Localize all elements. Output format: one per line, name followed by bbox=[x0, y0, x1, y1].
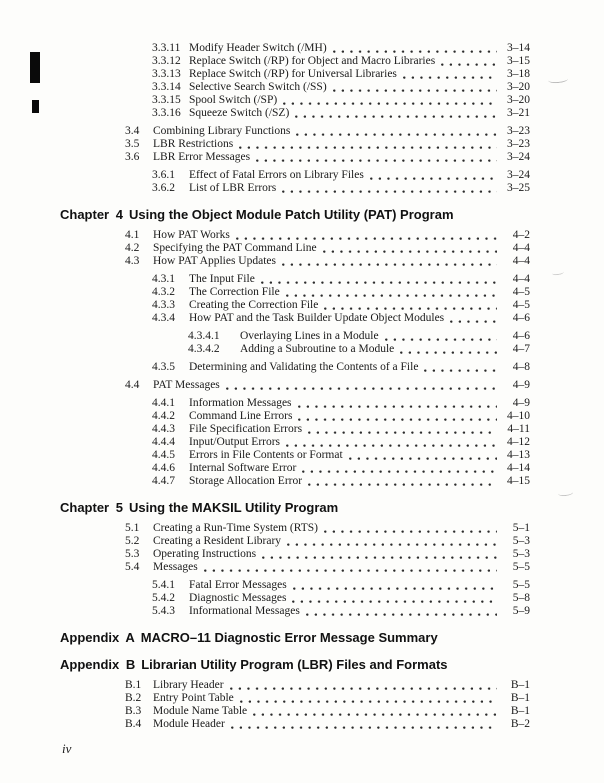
dot-leader bbox=[370, 176, 497, 180]
toc-entry-number: 4.1 bbox=[125, 229, 140, 241]
toc-entry-number: 4.4.7 bbox=[152, 475, 175, 487]
toc-entry-title: Messages bbox=[153, 561, 198, 573]
toc-entry-page: B–1 bbox=[510, 679, 530, 691]
toc-entry-number: B.4 bbox=[125, 718, 142, 730]
dot-leader bbox=[306, 612, 497, 616]
toc-entry-title: Fatal Error Messages bbox=[189, 579, 287, 591]
toc-entry-block bbox=[60, 361, 530, 374]
toc-entry-title: Modify Header Switch (/MH) bbox=[189, 42, 327, 54]
toc-entry-title: Selective Search Switch (/SS) bbox=[189, 81, 327, 93]
toc-entry bbox=[60, 692, 530, 705]
toc-entry-title: Overlaying Lines in a Module bbox=[240, 330, 379, 342]
toc-entry-page: 4–5 bbox=[512, 286, 530, 298]
toc-entry-page: 5–5 bbox=[512, 561, 530, 573]
toc-entry bbox=[60, 548, 530, 561]
change-bar-mark bbox=[30, 52, 40, 83]
toc-entry bbox=[60, 151, 530, 164]
dot-leader bbox=[236, 236, 497, 240]
dot-leader bbox=[292, 599, 497, 603]
toc-entry bbox=[60, 361, 530, 374]
dot-leader bbox=[226, 386, 497, 390]
toc-entry-title: Replace Switch (/RP) for Universal Libraries bbox=[189, 68, 397, 80]
toc-entry-title: Operating Instructions bbox=[153, 548, 257, 560]
toc-entry-page: B–2 bbox=[510, 718, 530, 730]
chapter-title: Using the MAKSIL Utility Program bbox=[128, 500, 339, 515]
dot-leader bbox=[333, 88, 497, 92]
toc-entry bbox=[60, 42, 530, 55]
toc-entry-page: 3–20 bbox=[507, 81, 530, 93]
toc-entry-page: 3–25 bbox=[507, 182, 530, 194]
toc-entry bbox=[60, 605, 530, 618]
chapter-label: Appendix B bbox=[60, 657, 136, 672]
toc-entry-number: 5.4.2 bbox=[152, 592, 175, 604]
toc-entry-title: Creating the Correction File bbox=[189, 299, 319, 311]
toc-entry-title: Squeeze Switch (/SZ) bbox=[189, 107, 290, 119]
toc-chapter-heading bbox=[60, 630, 530, 645]
toc-entry-number: 3.3.12 bbox=[152, 55, 181, 67]
toc-entry bbox=[60, 242, 530, 255]
toc-entry-number: 5.2 bbox=[125, 535, 140, 547]
toc-entry bbox=[60, 475, 530, 488]
toc-entry-page: 3–24 bbox=[507, 151, 530, 163]
dot-leader bbox=[450, 319, 497, 323]
toc-entry-title: Replace Switch (/RP) for Object and Macro Libraries bbox=[189, 55, 436, 67]
toc-entry bbox=[60, 81, 530, 94]
toc-entry-number: 4.4.4 bbox=[152, 436, 175, 448]
toc-entry-block bbox=[60, 169, 530, 195]
chapter-title: Librarian Utility Program (LBR) Files and Formats bbox=[141, 657, 448, 672]
toc-entry-number: 5.3 bbox=[125, 548, 140, 560]
dot-leader bbox=[253, 712, 497, 716]
toc-entry-title: Command Line Errors bbox=[189, 410, 293, 422]
dot-leader bbox=[349, 456, 497, 460]
dot-leader bbox=[400, 350, 497, 354]
toc-entry-title: Adding a Subroutine to a Module bbox=[240, 343, 395, 355]
toc-entry bbox=[60, 592, 530, 605]
toc-entry bbox=[60, 299, 530, 312]
dot-leader bbox=[403, 75, 497, 79]
toc-entry-page: 5–1 bbox=[512, 522, 530, 534]
toc-entry-number: 3.4 bbox=[125, 125, 140, 137]
toc-entry-page: 3–23 bbox=[507, 125, 530, 137]
toc-entry-page: 3–15 bbox=[507, 55, 530, 67]
dot-leader bbox=[282, 189, 497, 193]
dot-leader bbox=[261, 280, 497, 284]
toc-entry-number: 4.4.6 bbox=[152, 462, 175, 474]
toc-entry bbox=[60, 379, 530, 392]
toc-entry-page: 4–4 bbox=[512, 255, 530, 267]
toc-entry-number: 3.3.13 bbox=[152, 68, 181, 80]
dot-leader bbox=[256, 158, 497, 162]
dot-leader bbox=[385, 337, 497, 341]
dot-leader bbox=[240, 699, 497, 703]
toc-entry-number: 5.4.1 bbox=[152, 579, 175, 591]
toc-entry-number: 4.3 bbox=[125, 255, 140, 267]
dot-leader bbox=[204, 568, 497, 572]
toc-entry-page: 4–6 bbox=[512, 330, 530, 342]
toc-entry-title: Spool Switch (/SP) bbox=[189, 94, 278, 106]
toc-entry bbox=[60, 397, 530, 410]
toc-entry-number: 3.6.1 bbox=[152, 169, 175, 181]
toc-entry-block bbox=[60, 330, 530, 356]
toc-entry-title: Errors in File Contents or Format bbox=[189, 449, 343, 461]
toc-entry bbox=[60, 94, 530, 107]
toc-entry-number: 4.3.2 bbox=[152, 286, 175, 298]
toc-entry-page: 4–9 bbox=[512, 379, 530, 391]
toc-entry bbox=[60, 182, 530, 195]
dot-leader bbox=[324, 306, 497, 310]
toc-entry-title: Storage Allocation Error bbox=[189, 475, 303, 487]
toc-entry-block bbox=[60, 379, 530, 392]
dot-leader bbox=[308, 482, 497, 486]
toc-entry-number: B.2 bbox=[125, 692, 142, 704]
toc-chapter-heading bbox=[60, 207, 530, 222]
toc-entry-block bbox=[60, 273, 530, 325]
toc-entry-title: Information Messages bbox=[189, 397, 292, 409]
toc-entry bbox=[60, 55, 530, 68]
toc-entry-page: 4–4 bbox=[512, 273, 530, 285]
chapter-label: Chapter 4 bbox=[60, 207, 123, 222]
toc-entry-title: The Correction File bbox=[189, 286, 280, 298]
toc-entry-page: 4–5 bbox=[512, 299, 530, 311]
toc-entry-page: 4–12 bbox=[507, 436, 530, 448]
toc-entry-number: 4.4 bbox=[125, 379, 140, 391]
toc-entry-title: Diagnostic Messages bbox=[189, 592, 287, 604]
toc-entry bbox=[60, 273, 530, 286]
toc-entry-block bbox=[60, 42, 530, 120]
toc-entry-title: How PAT Applies Updates bbox=[153, 255, 276, 267]
toc-entry-title: Entry Point Table bbox=[153, 692, 234, 704]
toc-entry bbox=[60, 330, 530, 343]
toc-entry-title: Informational Messages bbox=[189, 605, 300, 617]
toc-entry-block bbox=[60, 229, 530, 268]
toc-entry-page: 3–21 bbox=[507, 107, 530, 119]
scan-artifact-mark bbox=[548, 75, 569, 84]
toc-entry bbox=[60, 579, 530, 592]
toc-entry-number: 3.5 bbox=[125, 138, 140, 150]
toc-entry-page: 3–24 bbox=[507, 169, 530, 181]
toc-entry-number: 3.3.15 bbox=[152, 94, 181, 106]
chapter-title: MACRO–11 Diagnostic Error Message Summary bbox=[140, 630, 438, 645]
toc-entry-number: 3.3.11 bbox=[152, 42, 181, 54]
dot-leader bbox=[230, 686, 497, 690]
toc-entry-title: Input/Output Errors bbox=[189, 436, 281, 448]
toc-entry-title: PAT Messages bbox=[153, 379, 220, 391]
dot-leader bbox=[324, 529, 497, 533]
toc-entry-title: How PAT and the Task Builder Update Object Modules bbox=[189, 312, 445, 324]
toc-entry bbox=[60, 705, 530, 718]
dot-leader bbox=[308, 430, 497, 434]
toc-entry-number: 4.3.1 bbox=[152, 273, 175, 285]
dot-leader bbox=[293, 586, 497, 590]
scan-artifact-mark bbox=[552, 269, 565, 276]
toc-entry-page: 3–14 bbox=[507, 42, 530, 54]
page-number-footer: iv bbox=[62, 741, 72, 756]
toc bbox=[60, 42, 530, 736]
toc-entry-title: Creating a Resident Library bbox=[153, 535, 282, 547]
dot-leader bbox=[298, 417, 497, 421]
dot-leader bbox=[323, 249, 497, 253]
dot-leader bbox=[287, 542, 497, 546]
toc-entry-page: 4–8 bbox=[512, 361, 530, 373]
toc-entry-number: 5.4.3 bbox=[152, 605, 175, 617]
toc-entry-title: Module Header bbox=[153, 718, 225, 730]
toc-entry bbox=[60, 423, 530, 436]
toc-entry-page: 5–8 bbox=[512, 592, 530, 604]
toc-entry-number: 4.3.4.1 bbox=[188, 330, 220, 342]
chapter-label: Appendix A bbox=[60, 630, 135, 645]
toc-entry-title: Library Header bbox=[153, 679, 224, 691]
toc-entry-number: 5.1 bbox=[125, 522, 140, 534]
toc-entry bbox=[60, 462, 530, 475]
toc-entry-number: 4.2 bbox=[125, 242, 140, 254]
toc-entry-page: 3–18 bbox=[507, 68, 530, 80]
toc-entry-number: 4.4.5 bbox=[152, 449, 175, 461]
toc-entry bbox=[60, 535, 530, 548]
toc-entry-page: 4–9 bbox=[512, 397, 530, 409]
dot-leader bbox=[295, 114, 497, 118]
toc-entry-number: 4.4.2 bbox=[152, 410, 175, 422]
toc-entry-title: File Specification Errors bbox=[189, 423, 303, 435]
toc-entry-page: 5–3 bbox=[512, 535, 530, 547]
chapter-label: Chapter 5 bbox=[60, 500, 123, 515]
toc-entry-title: Combining Library Functions bbox=[153, 125, 291, 137]
dot-leader bbox=[298, 404, 497, 408]
toc-entry-page: 4–2 bbox=[512, 229, 530, 241]
toc-entry-page: 4–13 bbox=[507, 449, 530, 461]
toc-entry-number: 4.4.1 bbox=[152, 397, 175, 409]
toc-entry-title: How PAT Works bbox=[153, 229, 230, 241]
dot-leader bbox=[282, 262, 497, 266]
toc-entry-page: 4–15 bbox=[507, 475, 530, 487]
toc-entry-title: List of LBR Errors bbox=[189, 182, 277, 194]
toc-entry-page: 3–23 bbox=[507, 138, 530, 150]
toc-entry-number: B.3 bbox=[125, 705, 142, 717]
change-bar-mark bbox=[32, 100, 39, 113]
toc-entry bbox=[60, 286, 530, 299]
toc-entry-title: Determining and Validating the Contents of a File bbox=[189, 361, 419, 373]
toc-entry-title: LBR Restrictions bbox=[153, 138, 234, 150]
toc-entry bbox=[60, 229, 530, 242]
toc-entry-number: 3.3.14 bbox=[152, 81, 181, 93]
dot-leader bbox=[333, 49, 497, 53]
toc-entry-number: B.1 bbox=[125, 679, 142, 691]
toc-entry-page: 3–20 bbox=[507, 94, 530, 106]
toc-entry bbox=[60, 522, 530, 535]
toc-entry-page: 4–14 bbox=[507, 462, 530, 474]
toc-entry bbox=[60, 561, 530, 574]
toc-entry bbox=[60, 312, 530, 325]
dot-leader bbox=[441, 62, 497, 66]
toc-entry-page: B–1 bbox=[510, 692, 530, 704]
toc-entry-title: LBR Error Messages bbox=[153, 151, 251, 163]
toc-entry-page: 4–10 bbox=[507, 410, 530, 422]
toc-entry bbox=[60, 255, 530, 268]
toc-entry bbox=[60, 343, 530, 356]
dot-leader bbox=[302, 469, 497, 473]
toc-entry bbox=[60, 125, 530, 138]
toc-entry bbox=[60, 169, 530, 182]
dot-leader bbox=[296, 132, 497, 136]
toc-entry-number: 4.3.4.2 bbox=[188, 343, 220, 355]
toc-entry-number: 3.6.2 bbox=[152, 182, 175, 194]
toc-entry bbox=[60, 436, 530, 449]
toc-entry-block bbox=[60, 397, 530, 488]
toc-entry-title: The Input File bbox=[189, 273, 255, 285]
toc-entry bbox=[60, 679, 530, 692]
toc-entry-number: 4.3.5 bbox=[152, 361, 175, 373]
toc-entry bbox=[60, 718, 530, 731]
toc-entry-page: B–1 bbox=[510, 705, 530, 717]
toc-entry-title: Creating a Run-Time System (RTS) bbox=[153, 522, 318, 534]
toc-chapter-heading bbox=[60, 657, 530, 672]
toc-entry-page: 5–3 bbox=[512, 548, 530, 560]
toc-entry bbox=[60, 449, 530, 462]
toc-entry-page: 4–11 bbox=[507, 423, 530, 435]
toc-entry bbox=[60, 410, 530, 423]
toc-entry-block bbox=[60, 679, 530, 731]
toc-entry-number: 5.4 bbox=[125, 561, 140, 573]
scan-artifact-mark bbox=[558, 489, 574, 497]
toc-entry-number: 3.6 bbox=[125, 151, 140, 163]
toc-entry-page: 4–4 bbox=[512, 242, 530, 254]
toc-entry-title: Specifying the PAT Command Line bbox=[153, 242, 317, 254]
dot-leader bbox=[262, 555, 497, 559]
toc-entry-title: Module Name Table bbox=[153, 705, 248, 717]
toc-entry-number: 4.3.3 bbox=[152, 299, 175, 311]
toc-entry bbox=[60, 68, 530, 81]
toc-entry-block bbox=[60, 579, 530, 618]
toc-entry-title: Internal Software Error bbox=[189, 462, 297, 474]
toc-entry-page: 4–7 bbox=[512, 343, 530, 355]
toc-entry-number: 3.3.16 bbox=[152, 107, 181, 119]
toc-entry-title: Effect of Fatal Errors on Library Files bbox=[189, 169, 364, 181]
dot-leader bbox=[231, 725, 497, 729]
toc-entry bbox=[60, 107, 530, 120]
dot-leader bbox=[286, 443, 497, 447]
dot-leader bbox=[424, 368, 497, 372]
toc-entry-block bbox=[60, 125, 530, 164]
dot-leader bbox=[239, 145, 497, 149]
toc-entry bbox=[60, 138, 530, 151]
toc-entry-block bbox=[60, 522, 530, 574]
toc-entry-page: 5–9 bbox=[512, 605, 530, 617]
toc-entry-number: 4.4.3 bbox=[152, 423, 175, 435]
chapter-title: Using the Object Module Patch Utility (PAT) Program bbox=[128, 207, 454, 222]
dot-leader bbox=[283, 101, 497, 105]
dot-leader bbox=[286, 293, 497, 297]
toc-entry-number: 4.3.4 bbox=[152, 312, 175, 324]
toc-entry-page: 4–6 bbox=[512, 312, 530, 324]
toc-entry-page: 5–5 bbox=[512, 579, 530, 591]
toc-chapter-heading bbox=[60, 500, 530, 515]
